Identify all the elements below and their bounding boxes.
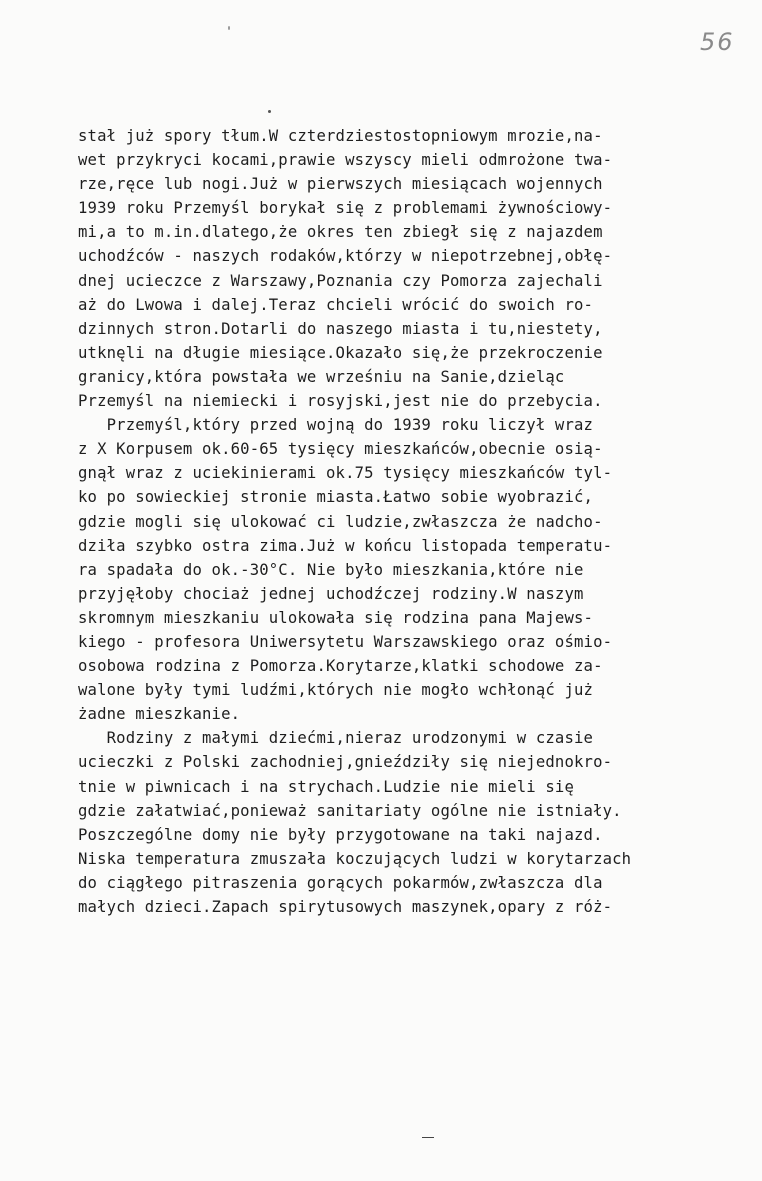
text-line: tnie w piwnicach i na strychach.Ludzie nie mieli się (78, 777, 574, 796)
text-line: Poszczególne domy nie były przygotowane na taki najazd. (78, 825, 603, 844)
text-line: gdzie załatwiać,ponieważ sanitariaty ogólne nie istniały. (78, 801, 622, 820)
text-line: dzinnych stron.Dotarli do naszego miasta i tu,niestety, (78, 319, 603, 338)
text-line: walone były tymi ludźmi,których nie mogło wchłonąć już (78, 681, 594, 700)
ink-mark (422, 1137, 434, 1138)
text-line: dziła szybko ostra zima.Już w końcu listopada temperatu- (78, 536, 613, 555)
text-line: przyjęłoby chociaż jednej uchodźczej rodziny.W naszym (78, 584, 584, 603)
ink-speck (268, 110, 271, 113)
text-line: skromnym mieszkaniu ulokowała się rodzina pana Majews- (78, 608, 594, 627)
text-line: 1939 roku Przemyśl borykał się z problemami żywnościowy- (78, 199, 613, 218)
text-line: ko po sowieckiej stronie miasta.Łatwo sobie wyobrazić, (78, 488, 594, 507)
text-line: gdzie mogli się ulokować ci ludzie,zwłaszcza że nadcho- (78, 512, 603, 531)
text-line: granicy,która powstała we wrześniu na Sanie,dzieląc (78, 367, 565, 386)
text-line: osobowa rodzina z Pomorza.Korytarze,klatki schodowe za- (78, 657, 603, 676)
text-line: dnej ucieczce z Warszawy,Poznania czy Pomorza zajechali (78, 271, 603, 290)
text-line: Przemyśl,który przed wojną do 1939 roku liczył wraz (78, 416, 594, 435)
text-line: żadne mieszkanie. (78, 705, 241, 724)
text-line: z X Korpusem ok.60-65 tysięcy mieszkańców,obecnie osią- (78, 440, 603, 459)
text-line: ra spadała do ok.-30°C. Nie było mieszkania,które nie (78, 560, 584, 579)
text-line: mi,a to m.in.dlatego,że okres ten zbiegł się z najazdem (78, 223, 603, 242)
text-line: aż do Lwowa i dalej.Teraz chcieli wrócić do swoich ro- (78, 295, 594, 314)
text-line: Przemyśl na niemiecki i rosyjski,jest nie do przebycia. (78, 392, 603, 411)
text-line: Rodziny z małymi dziećmi,nieraz urodzonymi w czasie (78, 729, 594, 748)
text-line: ucieczki z Polski zachodniej,gnieździły się niejednokro- (78, 753, 613, 772)
handwritten-page-number: 56 (700, 28, 735, 56)
text-line: kiego - profesora Uniwersytetu Warszawskiego oraz ośmio- (78, 632, 613, 651)
text-line: rze,ręce lub nogi.Już w pierwszych miesiącach wojennych (78, 175, 603, 194)
text-line: utknęli na długie miesiące.Okazało się,że przekroczenie (78, 343, 603, 362)
text-line: stał już spory tłum.W czterdziestostopniowym mrozie,na- (78, 127, 603, 145)
text-line: wet przykryci kocami,prawie wszyscy mieli odmrożone twa- (78, 151, 613, 170)
text-line: gnął wraz z uciekinierami ok.75 tysięcy mieszkańców tyl- (78, 464, 613, 483)
typescript-body (78, 124, 718, 919)
ink-speck (228, 26, 230, 30)
text-line: małych dzieci.Zapach spirytusowych maszynek,opary z róż- (78, 898, 613, 916)
text-line: uchodźców - naszych rodaków,którzy w niepotrzebnej,obłę- (78, 247, 613, 266)
text-line: do ciągłego pitraszenia gorących pokarmów,zwłaszcza dla (78, 873, 603, 892)
text-line: Niska temperatura zmuszała koczujących ludzi w korytarzach (78, 849, 632, 868)
